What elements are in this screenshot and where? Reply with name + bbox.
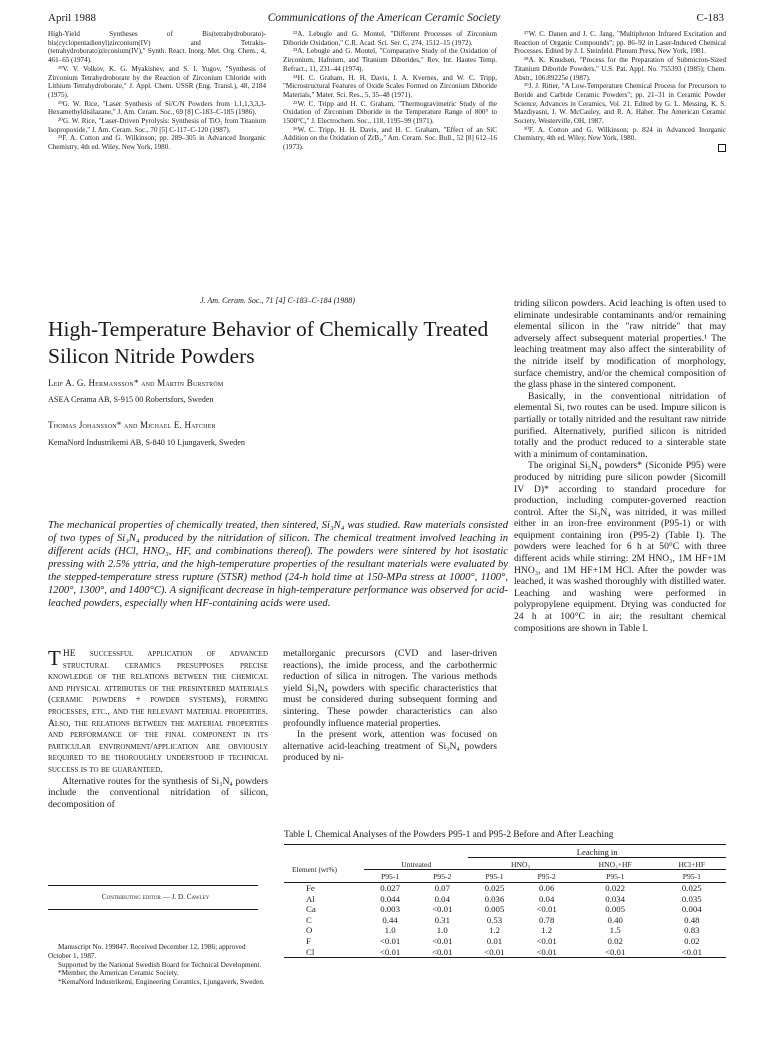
body-paragraph: metallorganic precursors (CVD and laser-driven reactions), the imide process, and the carbothermic reduction of silica in nitrogen. The various methods yield Si₃N₄ powders with specific characteristics that must be considered during subsequent forming and sintering. These powder characteristics can also profoundly influence material properties. xyxy=(283,648,497,729)
reference-item: ²¹F. A. Cotton and G. Wilkinson; pp. 289–305 in Advanced Inorganic Chemistry, 4th ed. Wiley, New York, 1980. xyxy=(48,134,266,152)
body-column-1 xyxy=(48,648,268,810)
table-cell: 0.53 xyxy=(486,914,503,925)
table-cell: 0.034 xyxy=(605,893,626,904)
table-cell: 0.005 xyxy=(484,904,505,915)
body-paragraph: triding silicon powders. Acid leaching is often used to eliminate undesirable contaminants and/or remaining elemental silicon in the "raw nitride" that may adversely affect subsequent material properties.¹ The leaching treatment may also affect the sinterability of the nitride itself by modification of morphology, surface chemistry, and/or the chemical composition of the glass phase in the sintered component. xyxy=(514,298,726,391)
footnote-member: *Member, the American Ceramic Society. xyxy=(58,969,179,978)
authors-line-2: Thomas Johansson* and Michael E. Hatcher xyxy=(48,420,216,430)
table-cell: 0.02 xyxy=(684,935,700,946)
body-column-2 xyxy=(283,648,497,764)
table-cell: 0.78 xyxy=(538,914,555,925)
table-cell: 0.04 xyxy=(538,893,555,904)
hno3-header: HNO₃ xyxy=(468,858,572,870)
chemical-analysis-table xyxy=(284,847,726,958)
table-row xyxy=(284,947,726,958)
table-cell: 0.022 xyxy=(605,883,626,893)
table-cell: Ca xyxy=(306,904,316,915)
reference-item: ²⁴H. C. Graham, H. H. Davis, I. A. Kvernes, and W. C. Tripp, "Microstructural Features of Oxide Scales Formed on Zirconium Diboride Materials," Mater. Sci. Res., 5, 35–48 (1971). xyxy=(283,73,497,99)
table-cell: 0.003 xyxy=(380,904,400,915)
table-row xyxy=(284,915,726,926)
table-cell: 1.0 xyxy=(436,925,448,936)
body-paragraph xyxy=(48,648,268,776)
table-row xyxy=(284,936,726,947)
table-cell: 0.04 xyxy=(434,893,450,904)
table-cell: <0.01 xyxy=(484,946,505,957)
table-cell: 0.83 xyxy=(684,925,700,936)
affiliation-1: ASEA Cerama AB, S-915 00 Robertsfors, Sweden xyxy=(48,395,214,404)
reference-item: ²⁶W. C. Tripp, H. H. Davis, and H. C. Graham, "Effect of an SiC Addition on the Oxidation of ZrB₂," Am. Ceram. Soc. Bull., 52 [8] 612–16 (1973). xyxy=(283,125,497,152)
table-cell: 0.004 xyxy=(681,904,702,915)
table-cell: 0.06 xyxy=(538,883,555,893)
references-column-1 xyxy=(48,30,266,152)
table-cell: 0.07 xyxy=(434,883,450,893)
table-row xyxy=(284,883,726,894)
body-paragraph-lead: HE successful application of advanced structural ceramics presupposes precise knowledge of the relations between the chemical and physical attributes of the presintered materials (ceramic powders + powder systems), forming processes, etc., and the relevant material properties. Also, the relations between the material properties and performance of the final component in its particular environment/application are obviously required to be thoroughly understood if technical success is to be guaranteed. xyxy=(48,648,268,775)
table-cell: <0.01 xyxy=(536,946,557,957)
table-cell: 0.44 xyxy=(382,914,398,925)
column-header: P95-1 xyxy=(682,872,701,881)
table-cell: 0.01 xyxy=(486,935,503,946)
abstract: The mechanical properties of chemically treated, then sintered, Si₃N₄ was studied. Raw materials consisted of two types of Si₃N₄ produced by the nitridation of silicon. The chemical treatment involved leaching in different acids (HCl, HNO₃, HF, and combinations thereof). The powders were sintered by hot isostatic pressing with 2.5% yttria, and the high-temperature properties of the resultant materials were evaluated by the stepped-temperature stress rupture (STSR) method (24-h hold time at 150-MPa stress at 1000°, 1100°, 1200°, 1300°, and 1400°C). A significant decrease in high-temperature performance was observed for acid-leached powders, especially when HF-containing acids were used. xyxy=(48,520,508,609)
footnotes xyxy=(48,943,266,987)
table-cell: <0.01 xyxy=(604,946,626,957)
table-cell: 0.40 xyxy=(607,914,623,925)
article-title: High-Temperature Behavior of Chemically Treated Silicon Nitride Powders xyxy=(48,317,489,368)
reference-item: ²²A. Lebugle and G. Montel, "Different Processes of Zirconium Diboride Oxidation," C.R. Acad. Sci. Ser. C, 274, 1512–15 (1972). xyxy=(283,30,497,47)
body-paragraph: The original Si₃N₄ powders* (Siconide P95) were produced by nitriding pure silicon powder (Sicomill IV D)* according to standard procedure for production, including computer-governed reaction control. After the Si₃N₄ was nitrided, it was milled either in an iron-free environment (P95-1) or with equipment containing iron (P95-2) (Table I). The powders were leached for 6 h at 50°C with three different acids while stirring: 2M HNO₃, 1M HF+1M HNO₃, and 1M HF+1M HCl. After the powder was leached, it was washed thoroughly with distilled water. Leaching and washing were performed in polypropylene equipment. Drying was conducted for 24 h at 100°C in air; the resultant chemical compositions are shown in Table I. xyxy=(514,460,726,634)
table-cell: 0.027 xyxy=(380,883,400,893)
drop-cap: T xyxy=(48,646,61,670)
table-cell: <0.01 xyxy=(432,904,453,915)
footnote-kemanord: *KemaNord Industrikemi, Engineering Ceramics, Ljungaverk, Sweden. xyxy=(58,978,265,987)
reference-item: ²⁹J. J. Ritter, "A Low-Temperature Chemical Process for Precursors to Boride and Carbide Ceramic Powders"; pp. 21–31 in Ceramic Powder Science, Advances in Ceramics, Vol. 21. Edited by G. L. Messing, K. S. Mazdiyasni, J. W. McCauley, and R. A. Haber. The American Ceramic Society, Westerville, OH, 1987. xyxy=(514,82,726,126)
column-header: P95-1 xyxy=(485,872,504,881)
reference-item: ¹⁹G. W. Rice, "Laser Synthesis of Si/C/N Powders from 1,1,1,3,3,3-Hexamethyldisilazane," J. Am. Ceram. Soc., 69 [8] C-183–C-185 (1986). xyxy=(48,99,266,117)
footnote-support: Supported by the National Swedish Board for Technical Development. xyxy=(58,960,262,969)
end-of-article-mark xyxy=(718,144,726,152)
element-header: Element (wt%) xyxy=(292,864,337,874)
table-cell: 0.005 xyxy=(605,904,626,915)
reference-item: ²⁷W. C. Danen and J. C. Jang, "Multiphoton Infrared Excitation and Reaction of Organic Compounds"; pp. 86–92 in Laser-Induced Chemical Processes. Edited by J. I. Steinfeld. Plenum Press, New York, 1981. xyxy=(514,30,726,56)
table-cell: O xyxy=(306,925,313,936)
body-column-3 xyxy=(514,298,726,634)
contributing-editor: Contributing editor — J. D. Cawley xyxy=(101,893,210,901)
column-header: P95-1 xyxy=(381,872,400,881)
column-header: P95-1 xyxy=(606,872,625,881)
untreated-header: Untreated xyxy=(364,858,468,870)
footnote-rule-top xyxy=(48,885,258,886)
table-cell: <0.01 xyxy=(432,946,453,957)
footnote-rule-mid xyxy=(48,909,258,910)
column-header: P95-2 xyxy=(537,872,556,881)
references-column-2 xyxy=(283,30,497,152)
table-cell: 1.0 xyxy=(384,925,396,936)
header-page-number: C-183 xyxy=(696,12,724,24)
body-paragraph: Alternative routes for the synthesis of Si₃N₄ powders include the conventional nitridation of silicon, decomposition of xyxy=(48,775,268,810)
body-paragraph: Basically, in the conventional nitridation of elemental Si, two routes can be used. Impure silicon is partially or totally nitrided and the resultant raw nitride purified. Alternatively, purified silicon is nitrided totally and the product reduced to a sinterable state with a minimum of contamination. xyxy=(514,390,726,460)
reference-item: ²⁸A. K. Knudsen, "Process for the Preparation of Submicron-Sized Titanium Diboride Powders," U.S. Pat. Appl. No. 755393 (1985); Chem. Abstr., 106:89225e (1987). xyxy=(514,56,726,82)
table-cell: 0.044 xyxy=(380,893,400,904)
article-citation: J. Am. Ceram. Soc., 71 [4] C-183–C-184 (1988) xyxy=(200,296,355,305)
table-row xyxy=(284,904,726,915)
table-cell: <0.01 xyxy=(379,935,401,946)
table-row xyxy=(284,894,726,905)
table-caption: Table I. Chemical Analyses of the Powders P95-1 and P95-2 Before and After Leaching xyxy=(284,830,614,840)
table-cell: <0.01 xyxy=(536,935,557,946)
table-cell: 0.036 xyxy=(484,893,505,904)
header-date: April 1988 xyxy=(48,12,96,24)
leaching-in-header: Leaching in xyxy=(468,847,726,858)
table-cell: 0.31 xyxy=(434,914,450,925)
table-cell: 0.48 xyxy=(684,914,700,925)
hno3-hf-header: HNO₃+HF xyxy=(573,858,658,870)
table-cell: 0.035 xyxy=(681,893,702,904)
table-cell: 1.2 xyxy=(541,925,553,936)
table-cell: <0.01 xyxy=(681,946,702,957)
reference-item: ²⁵W. C. Tripp and H. C. Graham, "Thermogravimetric Study of the Oxidation of Zirconium Diboride in the Temperature Range of 800° to 1500°C," J. Electrochem. Soc., 118, 1195–99 (1971). xyxy=(283,99,497,126)
table-cell: Al xyxy=(306,893,315,904)
table-cell: <0.01 xyxy=(536,904,557,915)
reference-item: ³⁰F. A. Cotton and G. Wilkinson; p. 824 in Advanced Inorganic Chemistry, 4th ed. Wiley, New York, 1980. xyxy=(514,125,726,143)
table-row xyxy=(284,925,726,936)
header-journal: Communications of the American Ceramic Society xyxy=(267,12,501,24)
table-cell: C xyxy=(306,914,312,925)
authors-line-1: Leif A. G. Hermansson* and Martin Burström xyxy=(48,378,224,388)
table-cell: F xyxy=(306,935,311,946)
table-cell: Fe xyxy=(306,883,315,893)
reference-item: ²³A. Lebugle and G. Montel, "Comparative Study of the Oxidation of Zirconium, Hafnium, and Titanium Diborides," Rev. Int. Hautes Temp. Refract., 11, 231–44 (1974). xyxy=(283,47,497,73)
reference-item: High-Yield Syntheses of Bis(tetrahydroborato)-bis(cyclopentadienyl)zirconium(IV) and Tetrakis-(tetrahydroborato)zirconium(IV)," Synth. React. Inorg. Met. Org. Chem., 4, 461–65 (1974). xyxy=(48,30,266,65)
table-cell: <0.01 xyxy=(379,946,401,957)
table-cell: <0.01 xyxy=(432,935,453,946)
body-paragraph: In the present work, attention was focused on alternative acid-leaching treatment of Si₃N₄ powders produced by ni- xyxy=(283,729,497,764)
references-column-3 xyxy=(514,30,726,152)
table-cell: 0.025 xyxy=(484,883,505,893)
table-cell: 0.025 xyxy=(681,883,702,893)
table-rule-top xyxy=(284,844,726,845)
reference-item: ²⁰G. W. Rice, "Laser-Driven Pyrolysis: Synthesis of TiO₂ from Titanium Isopropoxide," J. Am. Ceram. Soc., 70 [5] C-117–C-120 (1987). xyxy=(48,117,266,134)
hcl-hf-header: HCl+HF xyxy=(658,858,726,870)
affiliation-2: KemaNord Industrikemi AB, S-840 10 Ljungaverk, Sweden xyxy=(48,438,245,447)
column-header: P95-2 xyxy=(433,872,452,881)
table-cell: 1.2 xyxy=(488,925,500,936)
table-cell: Cl xyxy=(306,946,315,957)
reference-item: ¹⁹V. V. Volkov, K. G. Myakishev, and S. I. Yugov, "Synthesis of Zirconium Tetrahydroborate by the Reaction of Zirconium Chloride with Lithium Tetrahydroborate," J. Appl. Chem. USSR (Eng. Transl.), 48, 2184 (1975). xyxy=(48,64,266,99)
table-cell: 0.02 xyxy=(607,935,623,946)
footnote-manuscript: Manuscript No. 199847. Received December 12, 1986; approved October 1, 1987. xyxy=(48,943,246,960)
table-cell: 1.5 xyxy=(609,925,621,936)
